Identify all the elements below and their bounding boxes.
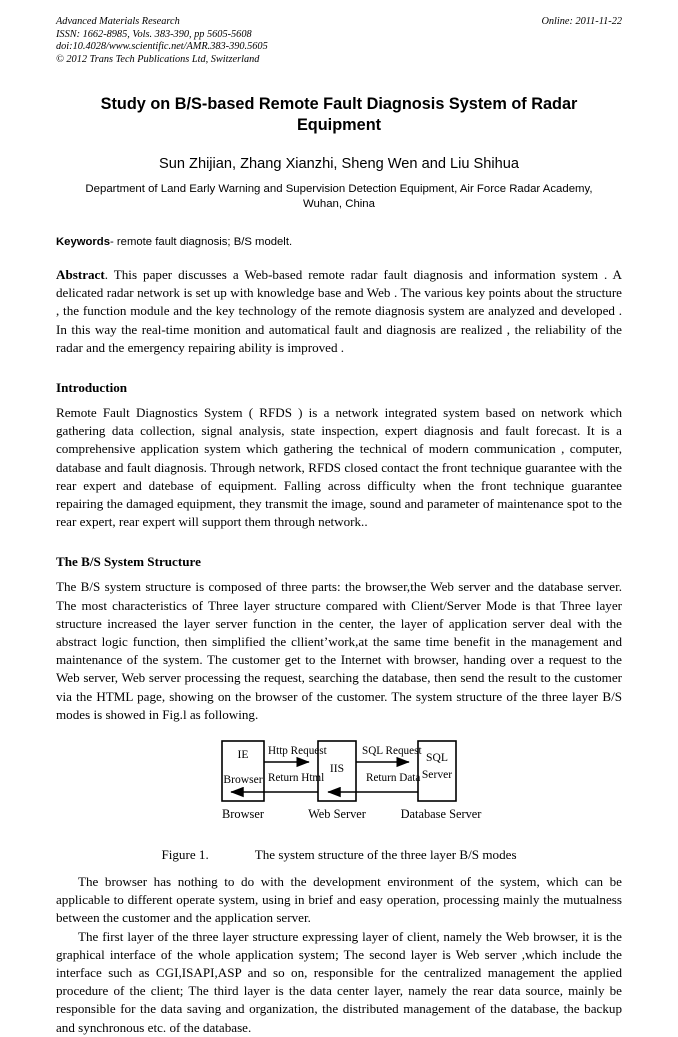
affiliation: Department of Land Early Warning and Supervision Detection Equipment, Air Force Radar Academy, Wuhan, China — [85, 183, 593, 210]
figure-caption-label: Figure 1. — [161, 847, 209, 863]
node-browser-line1: IE — [237, 748, 249, 762]
keywords-line — [56, 235, 622, 250]
tail-paragraph-1: The browser has nothing to do with the development environment of the system, which can be applicable to different operate system, using in brief and easy operation, processing mainly the mutualness between the customer and the application server. — [56, 874, 622, 926]
abstract-text: . This paper discusses a Web-based remote radar fault diagnosis and information system . A delicated radar network is set up with knowledge base and Web . The various key points about the structure , the function module and the key technology of the remote diagnosis system are analyzed and developed . In this way the real-time monition and automatical fault and diagnosis are realized , the reliability of the radar and the emergency repairing ability is improved . — [56, 267, 622, 355]
tail-paragraphs — [56, 873, 622, 1037]
journal-doi: doi:10.4028/www.scientific.net/AMR.383-390.5605 — [56, 41, 268, 53]
journal-header — [56, 16, 622, 78]
node-db-server-caption: Database Server — [400, 807, 482, 822]
bs-structure-paragraph: The B/S system structure is composed of three parts: the browser,the Web server and the database server. The most characteristics of Three layer structure compared with Client/Server Mode is that Three layer structure increased the layer server function in the center, the layer of application server deal with the abstract logic function, then simplified the cllient’work,at the same time benefit in the management and maintenance of the system. The customer get to the Internet with browser, handing over a request to the Web server, Web server processing the request, searching the database, then send the result to the customer via the HTML page, showing on the browser of the customer. The system structure of the three layer B/S modes is showed in Fig.l as following. — [56, 579, 622, 722]
edge-sql-request-label: SQL Request — [362, 745, 422, 758]
author-list: Sun Zhijian, Zhang Xianzhi, Sheng Wen and Liu Shihua — [159, 156, 519, 172]
journal-header-left — [56, 16, 486, 66]
keywords-label: Keywords — [56, 236, 110, 248]
page-title: Study on B/S-based Remote Fault Diagnosis System of Radar Equipment — [100, 95, 578, 134]
online-date: Online: 2011-11-22 — [541, 16, 622, 27]
bs-architecture-diagram — [56, 736, 622, 836]
journal-name: Advanced Materials Research — [56, 16, 180, 27]
abstract-label: Abstract — [56, 267, 105, 282]
node-browser-line2: Browser — [223, 773, 263, 787]
section-heading-introduction: Introduction — [56, 380, 128, 396]
keywords-text: - remote fault diagnosis; B/S modelt. — [110, 236, 293, 248]
tail-paragraph-2: The first layer of the three layer structure expressing layer of client, namely the Web browser, it is the graphical interface of the whole application system; The second layer is Web server ,which include the interface such as CGI,ISAPI,ASP and so on, responsible for the centralized management the applied procedure of the client; The third layer is the data center layer, namely the rear data source, mainly be responsible for the data saving and organization, the distributed management of the database, the backup and synchronous etc. of the database. — [56, 928, 622, 1035]
edge-http-request-label: Http Request — [268, 745, 327, 758]
edge-return-data-label: Return Data — [366, 772, 421, 785]
figure-caption-text: The system structure of the three layer B/S modes — [254, 847, 517, 863]
edge-return-html-label: Return Html — [268, 772, 325, 785]
section-heading-bs-structure: The B/S System Structure — [56, 554, 201, 570]
node-web-server-line1: IIS — [329, 762, 345, 776]
figure-1 — [56, 736, 622, 844]
node-db-server-line1: SQL — [426, 751, 448, 765]
node-db-server-line2: Server — [421, 768, 453, 782]
abstract-block — [56, 266, 622, 357]
journal-issn: ISSN: 1662-8985, Vols. 383-390, pp 5605-5608 — [56, 28, 252, 40]
node-web-server-caption: Web Server — [308, 807, 366, 822]
introduction-paragraph: Remote Fault Diagnostics System ( RFDS ) is a network integrated system based on network which gathering data collection, signal analysis, state inspection, expert diagnosis and fault forecast. It is a comprehensive application system which gathering the technical of modern communication , computer, database and fault diagnosis. Through network, RFDS closed contact the front technique guarantee with the rear expert and datebase of equipment. Falling across difficulty when the front technique guarantee repairing the damaged equipment, they transmit the image, sound and parameter of maintenance spot to the rear expert, rear expert will support them through network.. — [56, 405, 622, 530]
node-browser-caption: Browser — [222, 807, 264, 822]
figure-caption — [56, 846, 622, 863]
journal-copyright: © 2012 Trans Tech Publications Ltd, Switzerland — [56, 53, 260, 65]
